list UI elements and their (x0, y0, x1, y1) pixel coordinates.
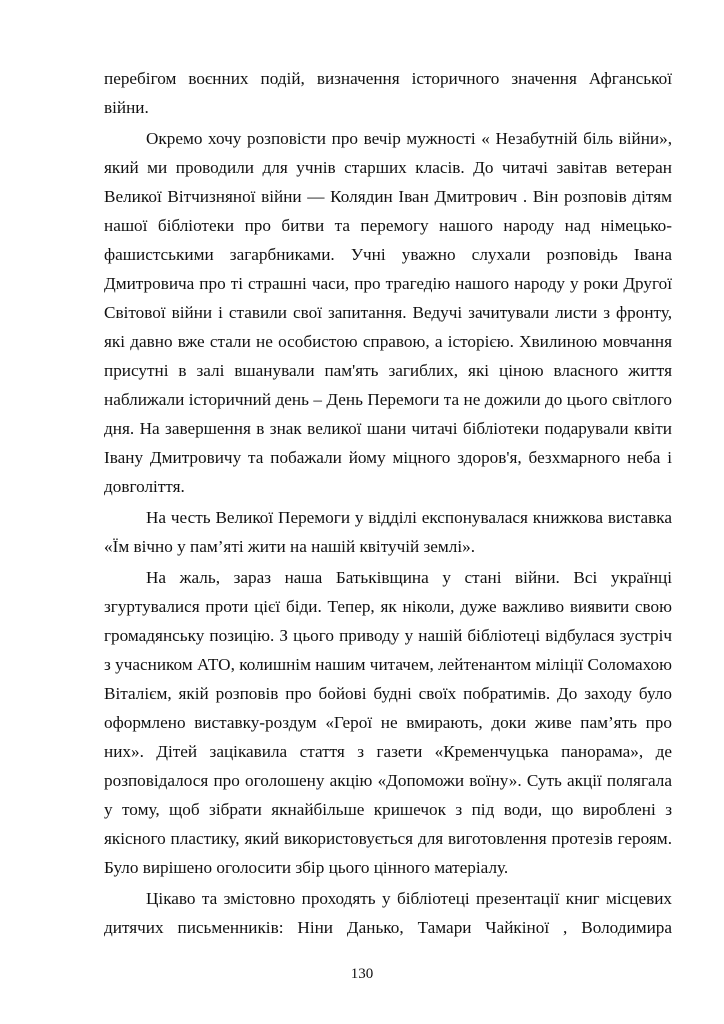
paragraph-1: перебігом воєнних подій, визначення історичного значення Афганської війни. (104, 69, 672, 117)
paragraph-2: Окремо хочу розповісти про вечір мужності « Незабутній біль війни», який ми проводили для учнів старших класів. До читачі завітав ветеран Великої Вітчизняної війни — Колядин Іван Дмитрович . Він розповів дітям нашої бібліотеки про битви та перемогу нашого народу над німецько-фашистськими загарбниками. Учні уважно слухали розповідь Івана Дмитровича про ті страшні часи, про трагедію нашого народу у роки Другої Світової війни і ставили свої запитання. Ведучі зачитували листи з фронту, які давно вже стали не особистою справою, а історією. Хвилиною мовчання присутні в залі вшанували пам'ять загиблих, які ціною власного життя наближали історичний день – День Перемоги та не дожили до цього світлого дня. На завершення в знак великої шани читачі бібліотеки подарували квіти Івану Дмитровичу та побажали йому міцного здоров'я, безхмарного неба і довголіття. (104, 129, 672, 496)
page-number: 130 (350, 966, 374, 982)
paragraph-3: На честь Великої Перемоги у відділі експонувалася книжкова виставка «Їм вічно у пам’яті жити на нашій квітучій землі». (104, 508, 672, 556)
document-body (104, 64, 672, 942)
paragraph-5: Цікаво та змістовно проходять у бібліотеці презентації книг місцевих дитячих письменників: Ніни Данько, Тамари Чайкіної , Володимира (104, 889, 672, 937)
paragraph-4: На жаль, зараз наша Батьківщина у стані війни. Всі українці згуртувалися проти цієї біди. Тепер, як ніколи, дуже важливо виявити свою громадянську позицію. З цього приводу у нашій бібліотеці відбулася зустріч з учасником АТО, колишнім нашим читачем, лейтенантом міліції Соломахою Віталієм, якій розповів про бойові будні своїх побратимів. До заходу було оформлено виставку-роздум «Герої не вмирають, доки живе пам’ять про них». Дітей зацікавила стаття з газети «Кременчуцька панорама», де розповідалося про оголошену акцію «Допоможи воїну». Суть акції полягала у тому, щоб зібрати якнайбільше кришечок з під води, що вироблені з якісного пластику, який використовується для виготовлення протезів героям. Було вирішено оголосити збір цього цінного матеріалу. (104, 568, 672, 877)
